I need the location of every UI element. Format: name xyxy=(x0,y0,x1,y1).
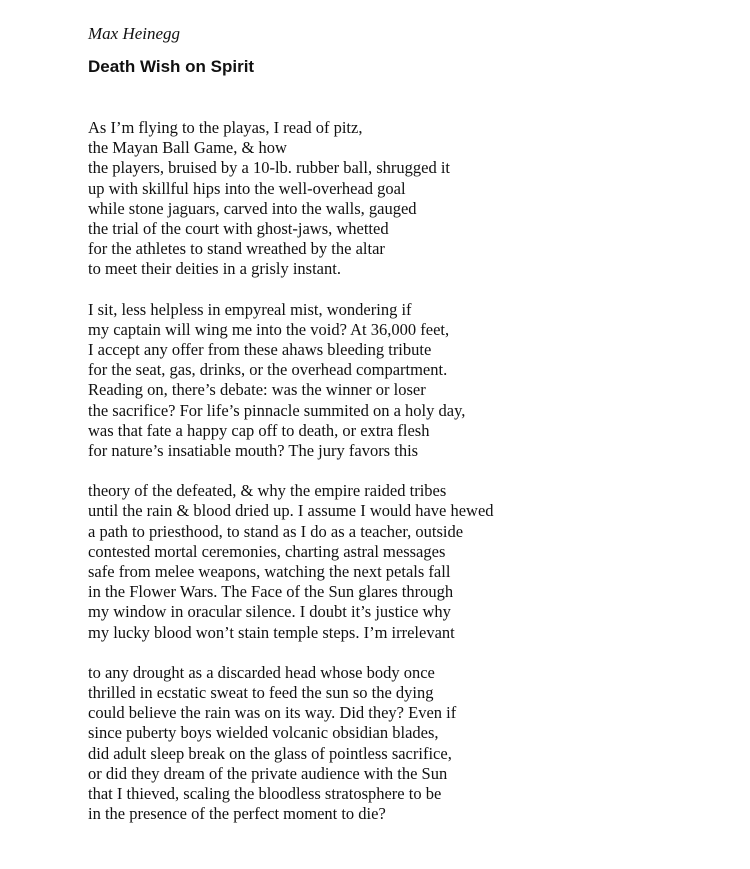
poem-line: the players, bruised by a 10-lb. rubber ball, shrugged it xyxy=(88,158,450,178)
poem-line: until the rain & blood dried up. I assume I would have hewed xyxy=(88,501,494,521)
poem-line: that I thieved, scaling the bloodless stratosphere to be xyxy=(88,784,442,804)
poem-line: I sit, less helpless in empyreal mist, wondering if xyxy=(88,299,412,319)
poem-line: in the Flower Wars. The Face of the Sun glares through xyxy=(88,582,454,602)
poem-line: was that fate a happy cap off to death, or extra flesh xyxy=(88,420,430,440)
stanza-3 xyxy=(88,481,728,643)
poem-line: up with skillful hips into the well-overhead goal xyxy=(88,178,406,198)
poem-line: my window in oracular silence. I doubt it’s justice why xyxy=(88,602,451,622)
poem-line: my lucky blood won’t stain temple steps. I’m irrelevant xyxy=(88,622,455,642)
poem-line: or did they dream of the private audience with the Sun xyxy=(88,763,448,783)
poem-body xyxy=(88,118,728,845)
poem-line: my captain will wing me into the void? At 36,000 feet, xyxy=(88,319,450,339)
poem-line: As I’m flying to the playas, I read of pitz, xyxy=(88,118,363,137)
poem-line: the sacrifice? For life’s pinnacle summited on a holy day, xyxy=(88,400,466,420)
poem-line: in the presence of the perfect moment to die? xyxy=(88,804,386,824)
poem-line: could believe the rain was on its way. Did they? Even if xyxy=(88,703,457,723)
poem-line: Reading on, there’s debate: was the winner or loser xyxy=(88,380,426,400)
poem-line: did adult sleep break on the glass of pointless sacrifice, xyxy=(88,743,452,763)
poem-line: to any drought as a discarded head whose body once xyxy=(88,662,435,682)
poem-line: for nature’s insatiable mouth? The jury favors this xyxy=(88,441,419,461)
poem-line: the Mayan Ball Game, & how xyxy=(88,138,287,158)
poem-line: to meet their deities in a grisly instant. xyxy=(88,259,341,279)
poem-line: thrilled in ecstatic sweat to feed the sun so the dying xyxy=(88,683,434,703)
stanza-1 xyxy=(88,118,728,280)
poem-line: the trial of the court with ghost-jaws, whetted xyxy=(88,219,389,239)
poem-line: I accept any offer from these ahaws bleeding tribute xyxy=(88,340,432,360)
poem-line: while stone jaguars, carved into the walls, gauged xyxy=(88,198,417,218)
poem-line: safe from melee weapons, watching the next petals fall xyxy=(88,562,451,582)
author-name: Max Heinegg xyxy=(88,24,181,43)
poem-title: Death Wish on Spirit xyxy=(88,57,255,76)
stanza-2 xyxy=(88,300,728,462)
poem-line: since puberty boys wielded volcanic obsidian blades, xyxy=(88,723,439,743)
poem-line: for the athletes to stand wreathed by the altar xyxy=(88,239,385,259)
poem-line: contested mortal ceremonies, charting astral messages xyxy=(88,541,446,561)
poem-line: theory of the defeated, & why the empire raided tribes xyxy=(88,481,447,501)
poem-line: a path to priesthood, to stand as I do as a teacher, outside xyxy=(88,521,464,541)
stanza-4 xyxy=(88,663,728,825)
poem-line: for the seat, gas, drinks, or the overhead compartment. xyxy=(88,360,448,380)
